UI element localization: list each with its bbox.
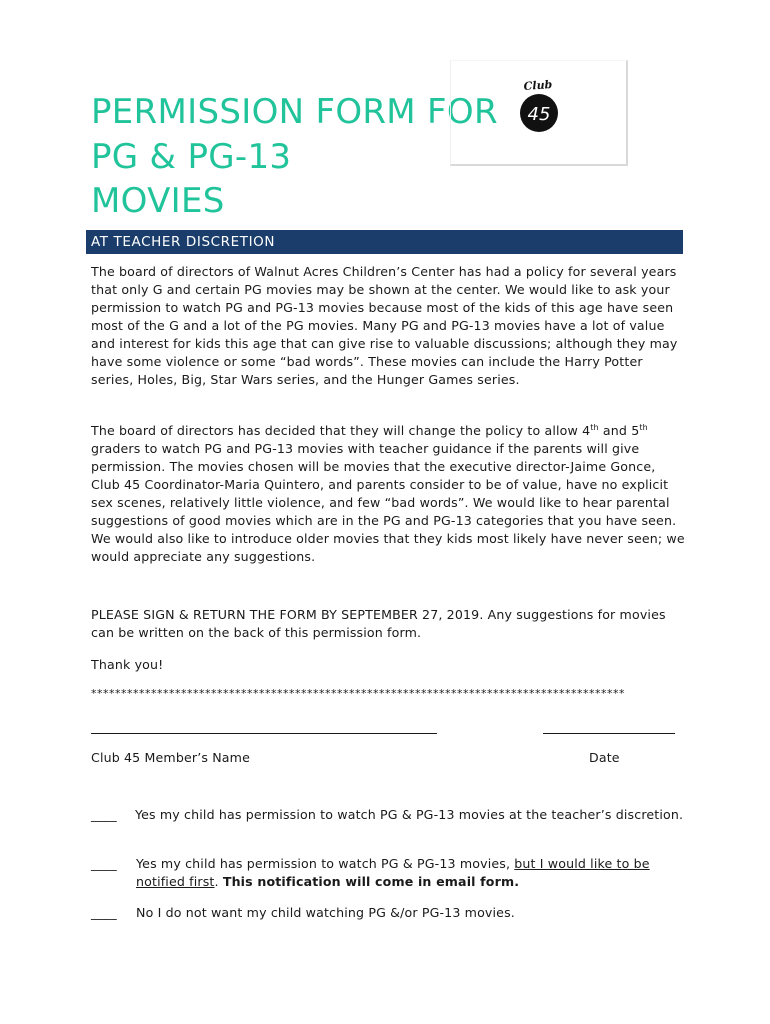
option-2-plain: Yes my child has permission to watch PG & PG-13 movies, bbox=[136, 856, 515, 871]
policy-paragraph bbox=[91, 422, 687, 566]
page-title bbox=[91, 90, 498, 224]
logo-number-text: 45 bbox=[527, 104, 551, 125]
option-2-blank[interactable]: ____ bbox=[91, 856, 117, 871]
title-line-3: MOVIES bbox=[91, 181, 225, 221]
option-permission-notify[interactable] bbox=[91, 855, 687, 891]
member-name-signature-line[interactable] bbox=[91, 733, 437, 734]
deadline-paragraph: PLEASE SIGN & RETURN THE FORM BY SEPTEMBER 27, 2019. Any suggestions for movies can be written on the back of this permission form. bbox=[91, 607, 666, 640]
section-banner: AT TEACHER DISCRETION bbox=[86, 230, 683, 254]
date-signature-line[interactable] bbox=[543, 733, 675, 734]
thank-you-text: Thank you! bbox=[91, 657, 164, 672]
option-1-text: Yes my child has permission to watch PG & PG-13 movies at the teacher’s discretion. bbox=[134, 807, 684, 822]
title-line-1: PERMISSION FORM FOR bbox=[91, 92, 498, 132]
option-2-period: . bbox=[214, 874, 223, 889]
logo-club-text: Club bbox=[523, 78, 553, 93]
title-line-2: PG & PG-13 bbox=[91, 136, 292, 177]
policy-sup-2: th bbox=[639, 422, 648, 432]
option-3-blank[interactable]: ____ bbox=[91, 905, 117, 920]
date-label: Date bbox=[589, 750, 620, 765]
option-1-blank[interactable]: ____ bbox=[91, 807, 117, 822]
option-3-text: No I do not want my child watching PG &/or PG-13 movies. bbox=[136, 905, 515, 920]
option-no-permission[interactable] bbox=[91, 904, 687, 922]
intro-paragraph: The board of directors of Walnut Acres Children’s Center has had a policy for several years that only G and certain PG movies may be shown at the center. We would like to ask your permission to watch PG and PG-13 movies because most of the kids of this age have seen most of the G and a lot of the PG movies. Many PG and PG-13 movies have a lot of value and interest for kids this age that can give rise to valuable discussions; although they may have some violence or some “bad words”. These movies can include the Harry Potter series, Holes, Big, Star Wars series, and the Hunger Games series. bbox=[91, 264, 678, 387]
policy-text-2: and 5 bbox=[598, 423, 640, 438]
option-2-underlined: but I would like to be notified first bbox=[136, 856, 650, 889]
option-2-text bbox=[136, 855, 687, 891]
member-name-label: Club 45 Member’s Name bbox=[91, 750, 250, 765]
option-permission-teacher[interactable] bbox=[91, 806, 687, 824]
policy-sup-1: th bbox=[590, 422, 599, 432]
option-2-bold: This notification will come in email form. bbox=[222, 874, 520, 889]
club-45-logo bbox=[512, 78, 564, 134]
policy-text-1: The board of directors has decided that they will change the policy to allow 4 bbox=[91, 423, 591, 438]
policy-text-3: graders to watch PG and PG-13 movies with teacher guidance if the parents will give permission. The movies chosen will be movies that the executive director-Jaime Gonce, Club 45 Coordinator-Maria Quintero, and parents consider to be of value, have no explicit sex scenes, relatively little violence, and few “bad words”. We would like to hear parental suggestions of good movies which are in the PG and PG-13 categories that you have seen. We would also like to introduce older movies that they kids most likely have never seen; we would appreciate any suggestions. bbox=[91, 441, 685, 564]
star-divider: ***************************************************************************************** bbox=[91, 687, 625, 700]
